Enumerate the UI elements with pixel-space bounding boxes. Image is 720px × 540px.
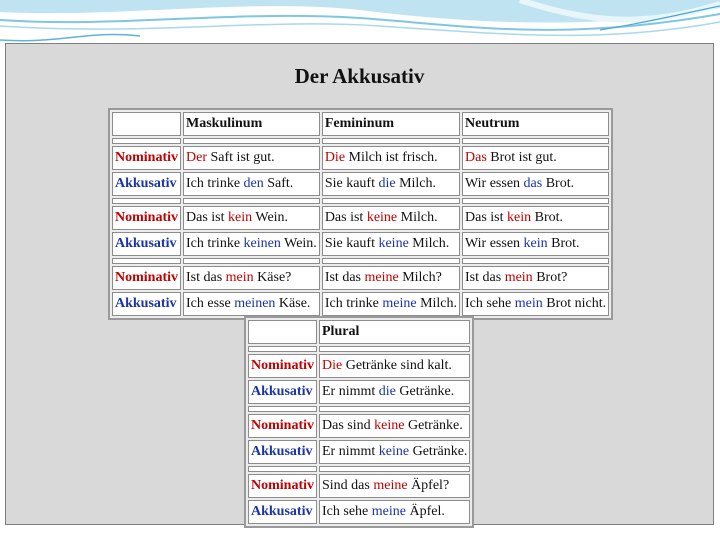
sentence-text: Das ist <box>465 210 508 225</box>
table-row <box>248 354 470 378</box>
sentence-text: Ich trinke <box>324 296 383 311</box>
article-word: keine <box>374 418 405 433</box>
sentence-text: Brot. <box>542 176 575 191</box>
sentence-text: Er nimmt <box>322 444 379 459</box>
group-separator <box>248 406 470 412</box>
case-label-nominativ: Nominativ <box>248 414 317 438</box>
article-word: Die <box>324 150 346 165</box>
sentence-text: Sie kauft <box>324 236 379 251</box>
case-label-akkusativ: Akkusativ <box>112 292 181 316</box>
sentence-text: Getränke. <box>404 418 463 433</box>
sentence-text: Wir essen <box>465 236 524 251</box>
sentence-text: Ich sehe <box>322 504 372 519</box>
sentence-text: Milch? <box>398 270 442 285</box>
sentence-text: Wein. <box>280 236 317 251</box>
sentence-text: Ich sehe <box>465 296 515 311</box>
group-separator <box>112 138 609 144</box>
sentence-cell <box>322 266 460 290</box>
article-word: das <box>523 176 543 191</box>
sentence-text: Brot nicht. <box>542 296 607 311</box>
sentence-cell <box>183 206 320 230</box>
article-word: kein <box>507 210 532 225</box>
sentence-text: Milch. <box>416 296 458 311</box>
article-word: mein <box>514 296 543 311</box>
group-separator <box>112 198 609 204</box>
sentence-cell <box>322 232 460 256</box>
case-label-nominativ: Nominativ <box>112 146 181 170</box>
sentence-cell <box>319 440 470 464</box>
case-label-akkusativ: Akkusativ <box>248 500 317 524</box>
case-label-akkusativ: Akkusativ <box>112 172 181 196</box>
case-label-nominativ: Nominativ <box>248 474 317 498</box>
akkusativ-singular-table <box>108 108 613 320</box>
table-row <box>112 266 609 290</box>
sentence-text: Das ist <box>324 210 367 225</box>
sentence-text: Milch. <box>395 176 437 191</box>
sentence-cell <box>322 206 460 230</box>
akkusativ-plural-table <box>244 316 474 528</box>
article-word: Die <box>322 358 343 373</box>
article-word: keine <box>378 236 409 251</box>
article-word: keine <box>366 210 398 225</box>
sentence-text: Brot. <box>547 236 580 251</box>
table-row <box>112 172 609 196</box>
sentence-text: Saft ist gut. <box>207 150 275 165</box>
table-row <box>248 500 470 524</box>
header-corner-cell <box>248 320 317 344</box>
header-row <box>112 112 609 136</box>
sentence-cell <box>462 232 609 256</box>
sentence-text: Getränke. <box>409 444 468 459</box>
column-header: Plural <box>319 320 470 344</box>
article-word: meine <box>373 478 408 493</box>
table-row <box>112 292 609 316</box>
sentence-cell <box>322 172 460 196</box>
sentence-cell <box>183 172 320 196</box>
sentence-text: Getränke. <box>395 384 455 399</box>
page-title: Der Akkusativ <box>294 64 425 88</box>
article-word: kein <box>228 210 253 225</box>
group-separator <box>248 466 470 472</box>
sentence-text: Ist das <box>465 270 505 285</box>
column-header: Maskulinum <box>183 112 320 136</box>
article-word: mein <box>504 270 533 285</box>
header-corner-cell <box>112 112 181 136</box>
case-label-akkusativ: Akkusativ <box>112 232 181 256</box>
sentence-cell <box>183 266 320 290</box>
sentence-text: Das ist <box>186 210 228 225</box>
sentence-cell <box>319 414 470 438</box>
sentence-text: Sie kauft <box>324 176 379 191</box>
sentence-text: Ist das <box>324 270 365 285</box>
case-label-akkusativ: Akkusativ <box>248 440 317 464</box>
sentence-text: Milch. <box>408 236 450 251</box>
group-separator <box>248 346 470 352</box>
case-label-nominativ: Nominativ <box>112 206 181 230</box>
sentence-text: Äpfel. <box>405 504 445 519</box>
sentence-text: Saft. <box>263 176 294 191</box>
sentence-text: Er nimmt <box>322 384 379 399</box>
sentence-text: Äpfel? <box>407 478 450 493</box>
sentence-text: Brot? <box>532 270 568 285</box>
sentence-text: Sind das <box>322 478 374 493</box>
sentence-cell <box>183 232 320 256</box>
case-label-nominativ: Nominativ <box>112 266 181 290</box>
column-header: Neutrum <box>462 112 609 136</box>
sentence-cell <box>322 292 460 316</box>
sentence-text: Ich trinke <box>186 236 244 251</box>
sentence-text: Brot ist gut. <box>486 150 557 165</box>
header-row <box>248 320 470 344</box>
sentence-text: Milch. <box>397 210 438 225</box>
table-row <box>248 414 470 438</box>
table-row <box>248 380 470 404</box>
article-word: meinen <box>234 296 276 311</box>
sentence-text: Ich trinke <box>186 176 244 191</box>
article-word: Der <box>186 150 207 165</box>
sentence-cell <box>462 146 609 170</box>
article-word: die <box>378 384 396 399</box>
sentence-cell <box>322 146 460 170</box>
sentence-cell <box>183 292 320 316</box>
case-label-akkusativ: Akkusativ <box>248 380 317 404</box>
article-word: meine <box>364 270 399 285</box>
article-word: mein <box>225 270 254 285</box>
content-panel <box>5 43 714 525</box>
sentence-text: Wein. <box>252 210 289 225</box>
table-row <box>112 206 609 230</box>
sentence-cell <box>462 292 609 316</box>
sentence-cell <box>462 266 609 290</box>
article-word: keine <box>378 444 410 459</box>
sentence-text: Ist das <box>186 270 226 285</box>
article-word: kein <box>523 236 548 251</box>
sentence-cell <box>319 354 470 378</box>
sentence-text: Brot. <box>531 210 564 225</box>
sentence-cell <box>462 172 609 196</box>
sentence-text: Käse? <box>253 270 292 285</box>
article-word: Das <box>465 150 487 165</box>
article-word: den <box>243 176 264 191</box>
sentence-text: Ich esse <box>186 296 235 311</box>
sentence-text: Käse. <box>275 296 311 311</box>
column-header: Femininum <box>322 112 460 136</box>
article-word: die <box>378 176 396 191</box>
sentence-cell <box>462 206 609 230</box>
table-row <box>248 474 470 498</box>
sentence-cell <box>319 380 470 404</box>
article-word: keinen <box>243 236 281 251</box>
table-row <box>112 232 609 256</box>
table-row <box>112 146 609 170</box>
case-label-nominativ: Nominativ <box>248 354 317 378</box>
table-row <box>248 440 470 464</box>
sentence-cell <box>319 500 470 524</box>
article-word: meine <box>371 504 406 519</box>
sentence-text: Milch ist frisch. <box>345 150 438 165</box>
group-separator <box>112 258 609 264</box>
sentence-text: Wir essen <box>465 176 524 191</box>
sentence-text: Das sind <box>322 418 375 433</box>
sentence-cell <box>183 146 320 170</box>
sentence-cell <box>319 474 470 498</box>
article-word: meine <box>382 296 417 311</box>
sentence-text: Getränke sind kalt. <box>342 358 452 373</box>
